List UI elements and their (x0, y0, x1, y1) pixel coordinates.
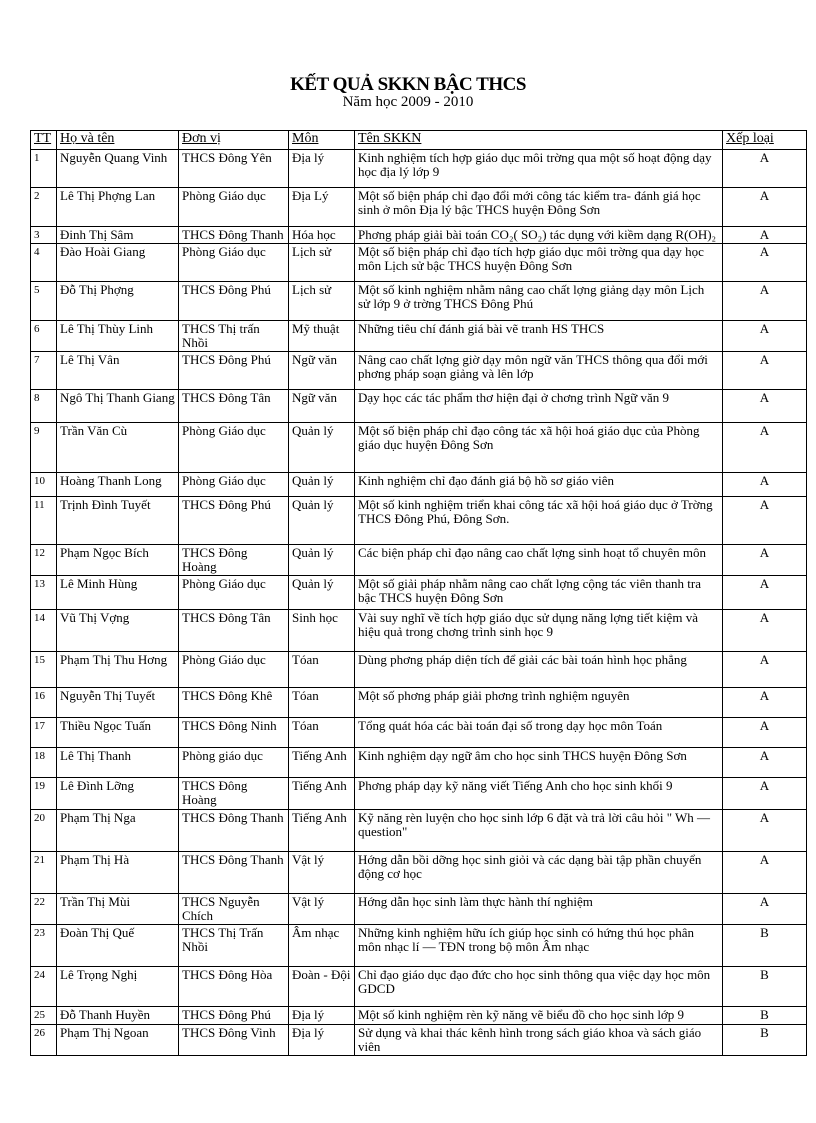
cell-unit: Phòng Giáo dục (179, 244, 289, 282)
cell-rank: A (723, 497, 807, 545)
cell-name: Phạm Thị Thu Hơng (57, 652, 179, 688)
header-name: Họ và tên (57, 131, 179, 150)
cell-rank: A (723, 718, 807, 748)
table-row (31, 227, 807, 244)
cell-title: Tổng quát hóa các bài toán đại số trong dạy học môn Toán (355, 718, 723, 748)
cell-name: Nguyễn Thị Tuyết (57, 688, 179, 718)
cell-tt: 6 (31, 321, 57, 352)
table-row (31, 652, 807, 688)
table-row (31, 188, 807, 227)
cell-subject: Đoàn - Đội (289, 967, 355, 1007)
table-row (31, 150, 807, 188)
cell-rank: A (723, 423, 807, 473)
cell-subject: Quản lý (289, 576, 355, 610)
cell-name: Lê Thị Thùy Linh (57, 321, 179, 352)
table-row (31, 810, 807, 852)
header-tt: TT (31, 131, 57, 150)
cell-title: Những tiêu chí đánh giá bài vẽ tranh HS THCS (355, 321, 723, 352)
cell-subject: Sinh học (289, 610, 355, 652)
cell-unit: THCS Đông Yên (179, 150, 289, 188)
cell-name: Lê Đình Lỡng (57, 778, 179, 810)
cell-subject: Âm nhạc (289, 925, 355, 967)
cell-name: Phạm Thị Ngoan (57, 1025, 179, 1056)
cell-unit: THCS Đông Phú (179, 1007, 289, 1025)
cell-rank: A (723, 894, 807, 925)
cell-unit: Phòng Giáo dục (179, 576, 289, 610)
header-subject: Môn (289, 131, 355, 150)
cell-tt: 26 (31, 1025, 57, 1056)
cell-unit: THCS Đông Phú (179, 497, 289, 545)
cell-unit: THCS Đông Phú (179, 282, 289, 321)
cell-subject: Hóa học (289, 227, 355, 244)
cell-rank: B (723, 1025, 807, 1056)
cell-title: Các biện pháp chỉ đạo nâng cao chất lợng sinh hoạt tổ chuyên môn (355, 545, 723, 576)
cell-title: Một số kinh nghiệm triển khai công tác xã hội hoá giáo dục ở Trờng THCS Đông Phú, Đông Sơn. (355, 497, 723, 545)
cell-name: Phạm Ngọc Bích (57, 545, 179, 576)
cell-title: Kinh nghiệm dạy ngữ âm cho học sinh THCS huyện Đông Sơn (355, 748, 723, 778)
cell-tt: 9 (31, 423, 57, 473)
cell-rank: A (723, 545, 807, 576)
cell-tt: 8 (31, 390, 57, 423)
cell-rank: A (723, 778, 807, 810)
cell-subject: Địa Lý (289, 188, 355, 227)
cell-title: Một số biện pháp chỉ đạo công tác xã hội hoá giáo dục của Phòng giáo dục huyện Đông Sơn (355, 423, 723, 473)
cell-tt: 15 (31, 652, 57, 688)
results-table (30, 130, 807, 1056)
table-row (31, 718, 807, 748)
cell-unit: THCS Nguyễn Chích (179, 894, 289, 925)
cell-title: Sử dụng và khai thác kênh hình trong sách giáo khoa và sách giáo viên (355, 1025, 723, 1056)
cell-title: Vài suy nghĩ về tích hợp giáo dục sử dụng năng lợng tiết kiệm và hiệu quả trong chơng trình sinh học 9 (355, 610, 723, 652)
table-row (31, 321, 807, 352)
cell-rank: A (723, 244, 807, 282)
cell-title: Hớng dẫn bồi dỡng học sinh giỏi và các dạng bài tập phần chuyển động cơ học (355, 852, 723, 894)
cell-unit: THCS Đông Vinh (179, 1025, 289, 1056)
cell-rank: A (723, 150, 807, 188)
table-row (31, 967, 807, 1007)
header-rank: Xếp loại (723, 131, 807, 150)
cell-tt: 24 (31, 967, 57, 1007)
cell-rank: A (723, 688, 807, 718)
table-row (31, 778, 807, 810)
header-title: Tên SKKN (355, 131, 723, 150)
cell-rank: A (723, 473, 807, 497)
cell-unit: Phòng Giáo dục (179, 423, 289, 473)
cell-name: Đinh Thị Sâm (57, 227, 179, 244)
cell-tt: 19 (31, 778, 57, 810)
cell-tt: 20 (31, 810, 57, 852)
table-row (31, 688, 807, 718)
cell-unit: THCS Đông Hoàng (179, 778, 289, 810)
cell-title: Kỹ năng rèn luyện cho học sinh lớp 6 đặt và trả lời câu hỏi " Wh — question" (355, 810, 723, 852)
cell-title: Dùng phơng pháp diện tích để giải các bài toán hình học phẳng (355, 652, 723, 688)
table-header-row (31, 131, 807, 150)
cell-name: Lê Thị Vân (57, 352, 179, 390)
cell-name: Trần Văn Cù (57, 423, 179, 473)
table-row (31, 852, 807, 894)
table-row (31, 497, 807, 545)
cell-rank: A (723, 852, 807, 894)
cell-rank: B (723, 925, 807, 967)
cell-title: Những kinh nghiệm hữu ích giúp học sinh có hứng thú học phân môn nhạc lí — TĐN trong bộ môn Âm nhạc (355, 925, 723, 967)
cell-unit: THCS Đông Phú (179, 352, 289, 390)
cell-name: Thiều Ngọc Tuấn (57, 718, 179, 748)
cell-subject: Quản lý (289, 497, 355, 545)
cell-name: Lê Trọng Nghị (57, 967, 179, 1007)
table-row (31, 610, 807, 652)
table-row (31, 1025, 807, 1056)
cell-title: Nâng cao chất lợng giờ dạy môn ngữ văn THCS thông qua đổi mới phơng pháp soạn giảng và lên lớp (355, 352, 723, 390)
cell-rank: A (723, 390, 807, 423)
cell-subject: Tiếng Anh (289, 810, 355, 852)
cell-rank: A (723, 652, 807, 688)
cell-tt: 25 (31, 1007, 57, 1025)
cell-name: Phạm Thị Nga (57, 810, 179, 852)
table-row (31, 390, 807, 423)
cell-rank: B (723, 1007, 807, 1025)
cell-rank: A (723, 321, 807, 352)
table-row (31, 576, 807, 610)
cell-unit: THCS Đông Thanh (179, 852, 289, 894)
cell-subject: Tiếng Anh (289, 778, 355, 810)
cell-unit: Phòng Giáo dục (179, 652, 289, 688)
table-row (31, 1007, 807, 1025)
cell-rank: A (723, 610, 807, 652)
cell-tt: 12 (31, 545, 57, 576)
cell-tt: 11 (31, 497, 57, 545)
cell-unit: THCS Đông Hoàng (179, 545, 289, 576)
cell-title: Phơng pháp dạy kỹ năng viết Tiếng Anh cho học sinh khối 9 (355, 778, 723, 810)
cell-name: Nguyễn Quang Vinh (57, 150, 179, 188)
cell-unit: Phòng Giáo dục (179, 188, 289, 227)
cell-unit: THCS Đông Thanh (179, 810, 289, 852)
cell-title: Hớng dẫn học sinh làm thực hành thí nghiệm (355, 894, 723, 925)
cell-name: Đoàn Thị Quế (57, 925, 179, 967)
document-title: KẾT QUẢ SKKN BẬC THCS (290, 74, 526, 95)
cell-tt: 22 (31, 894, 57, 925)
cell-unit: THCS Đông Tân (179, 390, 289, 423)
cell-tt: 13 (31, 576, 57, 610)
table-row (31, 352, 807, 390)
cell-unit: THCS Đông Hòa (179, 967, 289, 1007)
cell-tt: 2 (31, 188, 57, 227)
cell-unit: Phòng Giáo dục (179, 473, 289, 497)
cell-subject: Tóan (289, 652, 355, 688)
cell-title: Một số biện pháp chỉ đạo đổi mới công tác kiểm tra- đánh giá học sinh ở môn Địa lý bậc THCS huyện Đông Sơn (355, 188, 723, 227)
cell-subject: Quản lý (289, 473, 355, 497)
table-row (31, 244, 807, 282)
table-row (31, 748, 807, 778)
cell-name: Đỗ Thị Phợng (57, 282, 179, 321)
cell-subject: Quản lý (289, 423, 355, 473)
cell-name: Đỗ Thanh Huyền (57, 1007, 179, 1025)
cell-subject: Địa lý (289, 150, 355, 188)
cell-unit: THCS Đông Thanh (179, 227, 289, 244)
cell-tt: 23 (31, 925, 57, 967)
cell-subject: Vật lý (289, 894, 355, 925)
cell-tt: 7 (31, 352, 57, 390)
cell-tt: 14 (31, 610, 57, 652)
cell-subject: Quản lý (289, 545, 355, 576)
cell-name: Lê Thị Thanh (57, 748, 179, 778)
cell-tt: 18 (31, 748, 57, 778)
cell-tt: 17 (31, 718, 57, 748)
cell-unit: Phòng giáo dục (179, 748, 289, 778)
cell-rank: B (723, 967, 807, 1007)
cell-subject: Địa lý (289, 1007, 355, 1025)
header-unit: Đơn vị (179, 131, 289, 150)
cell-title: Dạy học các tác phẩm thơ hiện đại ở chơng trình Ngữ văn 9 (355, 390, 723, 423)
cell-subject: Tóan (289, 718, 355, 748)
document-subtitle: Năm học 2009 - 2010 (342, 94, 474, 110)
table-row (31, 282, 807, 321)
cell-tt: 21 (31, 852, 57, 894)
cell-subject: Lịch sử (289, 282, 355, 321)
cell-tt: 3 (31, 227, 57, 244)
cell-title: Kinh nghiệm tích hợp giáo dục môi trờng qua một số hoạt động dạy học địa lý lớp 9 (355, 150, 723, 188)
cell-unit: THCS Đông Ninh (179, 718, 289, 748)
cell-name: Vũ Thị Vợng (57, 610, 179, 652)
cell-name: Đào Hoài Giang (57, 244, 179, 282)
table-row (31, 894, 807, 925)
cell-subject: Ngữ văn (289, 352, 355, 390)
cell-rank: A (723, 810, 807, 852)
cell-name: Ngô Thị Thanh Giang (57, 390, 179, 423)
cell-unit: THCS Thị Trấn Nhồi (179, 925, 289, 967)
cell-tt: 5 (31, 282, 57, 321)
cell-name: Lê Minh Hùng (57, 576, 179, 610)
table-row (31, 423, 807, 473)
cell-subject: Mỹ thuật (289, 321, 355, 352)
cell-rank: A (723, 227, 807, 244)
cell-title: Một số kinh nghiệm rèn kỹ năng vẽ biểu đồ cho học sinh lớp 9 (355, 1007, 723, 1025)
cell-name: Trịnh Đình Tuyết (57, 497, 179, 545)
cell-name: Phạm Thị Hà (57, 852, 179, 894)
table-row (31, 545, 807, 576)
cell-name: Hoàng Thanh Long (57, 473, 179, 497)
table-row (31, 473, 807, 497)
cell-subject: Ngữ văn (289, 390, 355, 423)
cell-rank: A (723, 576, 807, 610)
cell-subject: Tóan (289, 688, 355, 718)
cell-unit: THCS Đông Khê (179, 688, 289, 718)
cell-title: Phơng pháp giải bài toán CO₂( SO₂) tác dụng với kiềm dạng R(OH)₂ (355, 227, 723, 244)
cell-subject: Tiếng Anh (289, 748, 355, 778)
cell-name: Lê Thị Phợng Lan (57, 188, 179, 227)
cell-subject: Vật lý (289, 852, 355, 894)
cell-title: Kinh nghiệm chỉ đạo đánh giá bộ hồ sơ giáo viên (355, 473, 723, 497)
cell-name: Trần Thị Mùi (57, 894, 179, 925)
cell-title: Một số phơng pháp giải phơng trình nghiệm nguyên (355, 688, 723, 718)
cell-rank: A (723, 282, 807, 321)
cell-title: Chỉ đạo giáo dục đạo đức cho học sinh thông qua việc dạy học môn GDCD (355, 967, 723, 1007)
cell-subject: Địa lý (289, 1025, 355, 1056)
cell-title: Một số kinh nghiệm nhằm nâng cao chất lợng giảng dạy môn Lịch sử lớp 9 ở trờng THCS Đông Phú (355, 282, 723, 321)
cell-tt: 4 (31, 244, 57, 282)
cell-unit: THCS Thị trấn Nhồi (179, 321, 289, 352)
cell-tt: 10 (31, 473, 57, 497)
cell-tt: 16 (31, 688, 57, 718)
cell-subject: Lịch sử (289, 244, 355, 282)
cell-unit: THCS Đông Tân (179, 610, 289, 652)
cell-rank: A (723, 188, 807, 227)
cell-tt: 1 (31, 150, 57, 188)
cell-title: Một số giải pháp nhằm nâng cao chất lợng cộng tác viên thanh tra bậc THCS huyện Đông Sơn (355, 576, 723, 610)
table-row (31, 925, 807, 967)
cell-title: Một số biện pháp chỉ đạo tích hợp giáo dục môi trờng qua dạy học môn Lịch sử bậc THCS huyện Đông Sơn (355, 244, 723, 282)
cell-rank: A (723, 748, 807, 778)
cell-rank: A (723, 352, 807, 390)
